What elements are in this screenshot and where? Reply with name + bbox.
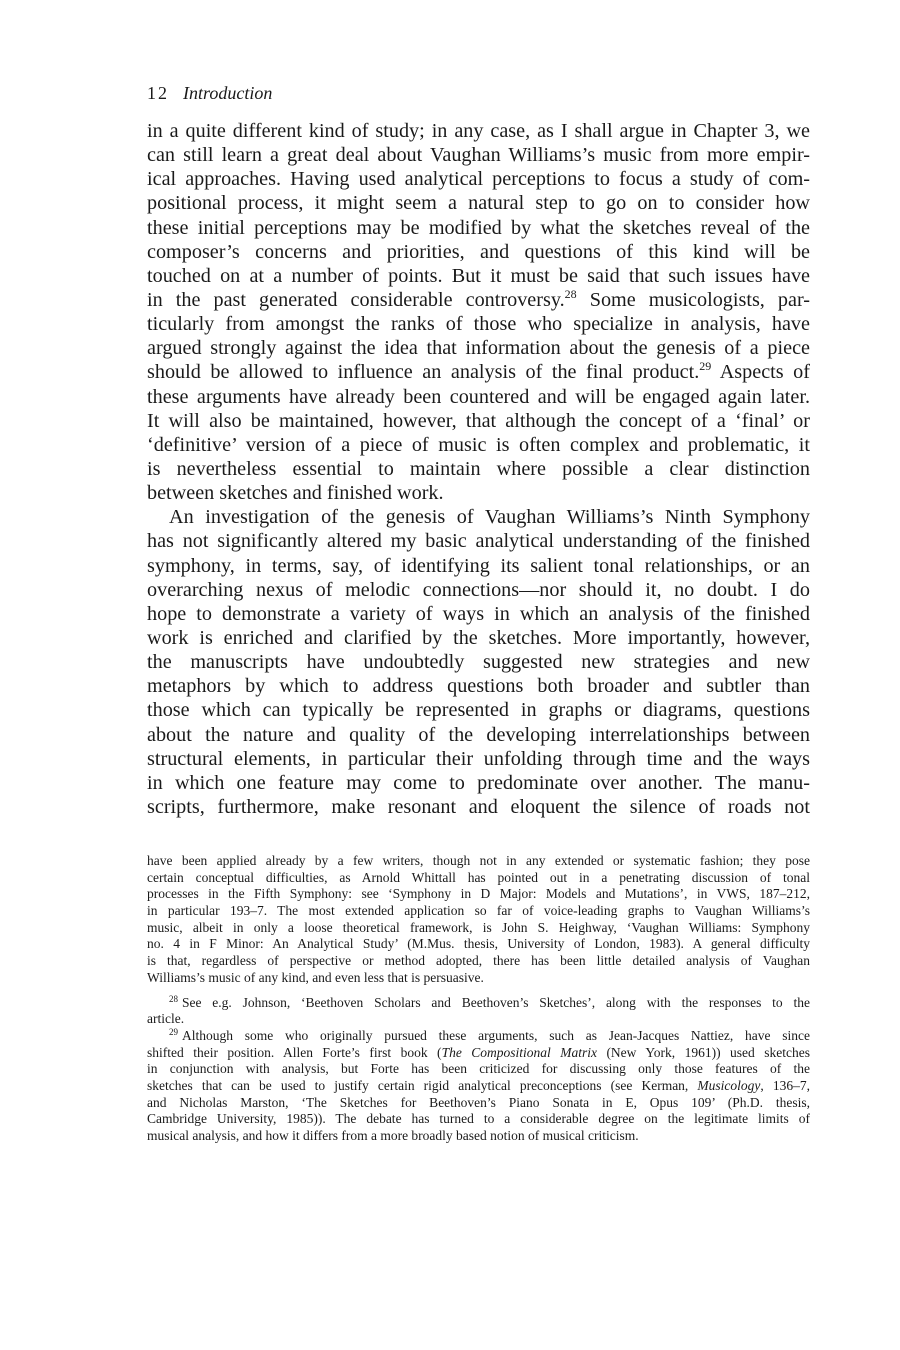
- body-line: can still learn a great deal about Vaughan Williams’s music from more empir-: [147, 144, 810, 167]
- body-line: structural elements, in particular their unfolding through time and the ways: [147, 747, 810, 770]
- footnote-number: 28: [169, 993, 178, 1004]
- page-number: 12: [147, 83, 169, 103]
- body-line: these initial perceptions may be modified by what the sketches reveal of the: [147, 216, 810, 239]
- body-line: argued strongly against the idea that information about the genesis of a piece: [147, 337, 810, 360]
- footnote-line: music, albeit in only a loose theoretical framework, is John S. Heighway, ‘Vaughan Williams: Symphony: [147, 919, 810, 935]
- body-line: between sketches and finished work.: [147, 482, 444, 505]
- body-line: those which can typically be represented in graphs or diagrams, questions: [147, 699, 810, 722]
- footnote-line: in conjunction with analysis, but Forte has been criticized for discussing only those features of the: [147, 1061, 810, 1077]
- footnote-line: is that, regardless of perspective or method adopted, there has been little detailed analysis of Vaughan: [147, 953, 810, 969]
- book-title: Musicology: [697, 1077, 761, 1093]
- footnote-line: have been applied already by a few writers, though not in any extended or systematic fashion; they pose: [147, 853, 810, 868]
- body-line: overarching nexus of melodic connections—nor should it, no doubt. I do: [147, 578, 810, 601]
- footnote-line: in particular 193–7. The most extended application so far of voice-leading graphs to Vaughan Williams’s: [147, 903, 810, 919]
- book-title: The Compositional Matrix: [441, 1044, 597, 1060]
- footnote-line: no. 4 in F Minor: An Analytical Study’ (M.Mus. thesis, University of London, 1983). A general difficulty: [147, 936, 810, 952]
- footnote-continued: [147, 853, 810, 987]
- footnote-line: $^{29}$ Although some who originally pursued these arguments, such as Jean-Jacques Nattiez, have since: [169, 1026, 810, 1043]
- body-line: metaphors by which to address questions both broader and subtler than: [147, 675, 810, 698]
- footnote-line: $^{28}$ See e.g. Johnson, ‘Beethoven Scholars and Beethoven’s Sketches’, along with the responses to the: [169, 993, 810, 1010]
- footnote-line: and Nicholas Marston, ‘The Sketches for Beethoven’s Piano Sonata in E, Opus 109’ (Ph.D. thesis,: [147, 1094, 810, 1110]
- body-line: about the nature and quality of the developing interrelationships between: [147, 723, 810, 746]
- body-text: [147, 119, 810, 819]
- footnote-line: article.: [147, 1011, 185, 1027]
- footnote-ref-29[interactable]: 29: [699, 359, 712, 374]
- body-line: scripts, furthermore, make resonant and eloquent the silence of roads not: [147, 795, 810, 818]
- footnote-line: musical analysis, and how it differs from a more broadly based notion of musical criticism.: [147, 1128, 639, 1143]
- body-line: in which one feature may come to predominate over another. The manu-: [147, 771, 810, 794]
- body-line: ical approaches. Having used analytical perceptions to focus a study of com-: [147, 168, 810, 191]
- footnote-line: certain conceptual difficulties, as Arnold Whittall has pointed out in a penetrating discussion of tonal: [147, 869, 810, 885]
- body-line: these arguments have already been countered and will be engaged again later.: [147, 385, 810, 408]
- body-line: the manuscripts have undoubtedly suggested new strategies and new: [147, 651, 810, 674]
- body-line: An investigation of the genesis of Vaughan Williams’s Ninth Symphony: [169, 506, 810, 529]
- footnotes: [147, 853, 810, 1145]
- body-line: composer’s concerns and priorities, and questions of this kind will be: [147, 240, 810, 263]
- body-line: work is enriched and clarified by the sketches. More importantly, however,: [147, 626, 810, 649]
- footnote-line: Williams’s music of any kind, and even less that is persuasive.: [147, 969, 484, 985]
- body-line: in the past generated considerable controversy.$^{28}$ Some musicologists, par-: [147, 286, 811, 311]
- footnote-line: Cambridge University, 1985)). The debate has turned to a considerable degree on the legitimate limits of: [147, 1111, 810, 1127]
- footnote-ref-28[interactable]: 28: [564, 286, 577, 301]
- body-line: It will also be maintained, however, that although the concept of a ‘final’ or: [147, 409, 810, 432]
- running-title: Introduction: [183, 83, 273, 103]
- body-line: hope to demonstrate a variety of ways in which an analysis of the finished: [147, 602, 810, 625]
- body-line: ‘definitive’ version of a piece of music is often complex and problematic, it: [147, 433, 810, 456]
- footnote-28: [147, 995, 810, 1028]
- body-line: in a quite different kind of study; in any case, as I shall argue in Chapter 3, we: [147, 120, 810, 142]
- footnote-line: sketches that can be used to justify certain rigid analytical preconceptions (see Kerman, Musicology, 136–7,: [147, 1077, 810, 1093]
- footnote-number: 29: [169, 1026, 178, 1037]
- footnote-line: processes in the Fifth Symphony: see ‘Symphony in D Major: Models and Mutations’, in VWS, 187–212,: [147, 886, 810, 902]
- footnote-line: shifted their position. Allen Forte’s first book (The Compositional Matrix (New York, 1961)) used sketches: [147, 1044, 810, 1060]
- body-line: symphony, in terms, say, of identifying its salient tonal relationships, or an: [147, 554, 810, 577]
- running-header: [147, 82, 272, 104]
- body-line: has not significantly altered my basic analytical understanding of the finished: [147, 530, 810, 553]
- body-line: is nevertheless essential to maintain where possible a clear distinction: [147, 457, 810, 480]
- body-line: positional process, it might seem a natural step to go on to consider how: [147, 192, 810, 215]
- footnote-29: [147, 1028, 810, 1145]
- body-line: touched on at a number of points. But it must be said that such issues have: [147, 264, 810, 287]
- body-line: should be allowed to influence an analysis of the final product.$^{29}$ Aspects of: [147, 359, 810, 384]
- body-line: ticularly from amongst the ranks of those who specialize in analysis, have: [147, 313, 810, 336]
